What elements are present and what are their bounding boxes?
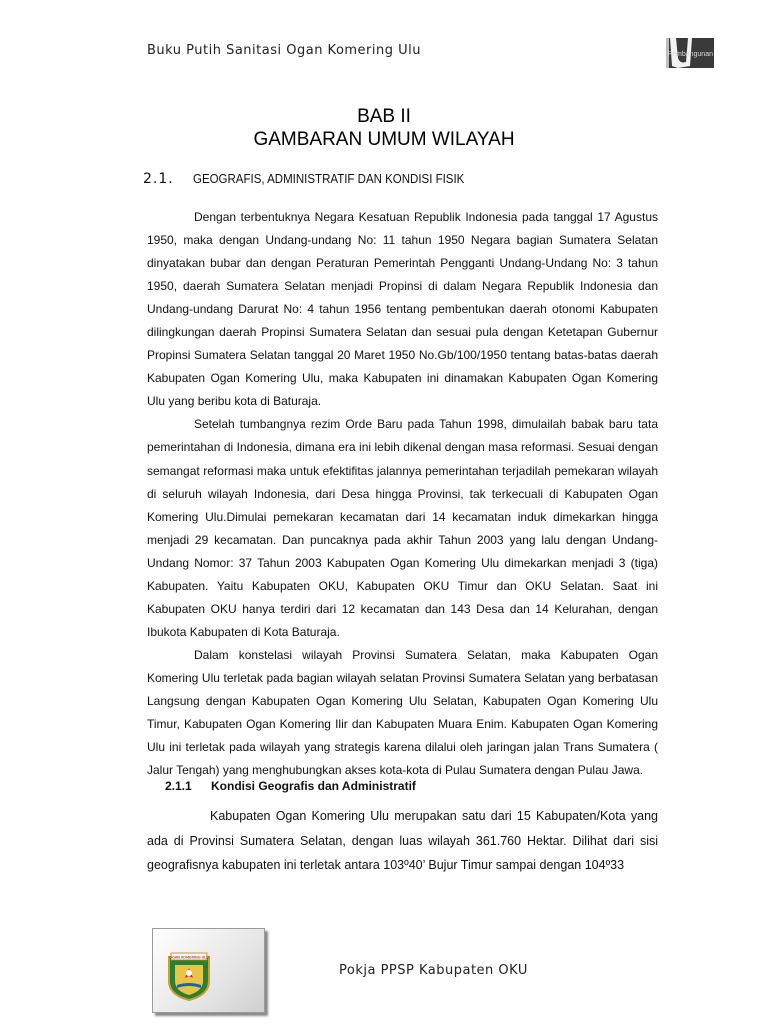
paragraph: Kabupaten Ogan Komering Ulu merupakan satu dari 15 Kabupaten/Kota yang ada di Provinsi Sumatera Selatan, dengan luas wilayah 361.760 Hektar. Dilihat dari sisi geografisnya kabupaten ini terletak antara 103º40’ Bujur Timur sampai dengan 104º33 — [147, 809, 658, 872]
chapter-label: BAB II — [357, 106, 411, 127]
section-title: GEOGRAFIS, ADMINISTRATIF DAN KONDISI FISIK — [193, 172, 465, 186]
subsection-title: Kondisi Geografis dan Administratif — [211, 779, 416, 793]
footer-emblem-box — [152, 928, 265, 1013]
header-logo — [666, 38, 714, 68]
section-body — [147, 206, 658, 782]
paragraph: Dengan terbentuknya Negara Kesatuan Republik Indonesia pada tanggal 17 Agustus 1950, maka dengan Undang-undang No: 11 tahun 1950 Negara bagian Sumatera Selatan dinyatakan bubar dan dengan Peraturan Pemerintah Pengganti Undang-Undang No: 3 tahun 1950, daerah Sumatera Selatan menjadi Propinsi di dalam Negara Republik Indonesia dan Undang-undang Darurat No: 4 tahun 1956 tentang pembentukan daerah otonomi Kabupaten dilingkungan daerah Propinsi Sumatera Selatan dan sesuai pula dengan Ketetapan Gubernur Propinsi Sumatera Selatan tanggal 20 Maret 1950 No.Gb/100/1950 tentang batas-batas daerah Kabupaten Ogan Komering Ulu, maka Kabupaten ini dinamakan Kabupaten Ogan Komering Ulu yang beribu kota di Baturaja. — [147, 210, 658, 409]
footer-text: Pokja PPSP Kabupaten OKU — [339, 963, 528, 978]
header-logo-text: Pembangunan — [667, 51, 713, 58]
regency-emblem-icon — [165, 951, 213, 1001]
header-title: Buku Putih Sanitasi Ogan Komering Ulu — [147, 43, 421, 58]
subsection-body — [147, 804, 658, 878]
section-number: 2.1. — [143, 171, 174, 187]
paragraph: Setelah tumbangnya rezim Orde Baru pada Tahun 1998, dimulailah babak baru tata pemerintahan di Indonesia, dimana era ini lebih dikenal dengan masa reformasi. Sesuai dengan semangat reformasi maka untuk efektifitas jalannya pemerintahan terjadilah pemekaran wilayah di seluruh wilayah Indonesia, dari Desa hingga Provinsi, tak terkecuali di Kabupaten Ogan Komering Ulu.Dimulai pemekaran kecamatan dari 14 kecamatan induk dimekarkan hingga menjadi 29 kecamatan. Dan puncaknya pada akhir Tahun 2003 yang lalu dengan Undang-Undang Nomor: 37 Tahun 2003 Kabupaten Ogan Komering Ulu dimekarkan menjadi 3 (tiga) Kabupaten. Yaitu Kabupaten OKU, Kabupaten OKU Timur dan OKU Selatan. Saat ini Kabupaten OKU hanya terdiri dari 12 kecamatan dan 143 Desa dan 14 Kelurahan, dengan Ibukota Kabupaten di Kota Baturaja. — [147, 417, 658, 639]
chapter-title: GAMBARAN UMUM WILAYAH — [253, 129, 515, 150]
subsection-number: 2.1.1 — [165, 779, 192, 793]
emblem-banner-text: OGAN KOMERING ULU — [169, 955, 209, 960]
paragraph: Dalam konstelasi wilayah Provinsi Sumatera Selatan, maka Kabupaten Ogan Komering Ulu terletak pada bagian wilayah selatan Provinsi Sumatera Selatan yang berbatasan Langsung dengan Kabupaten Ogan Komering Ulu Selatan, Kabupaten Ogan Komering Ulu Timur, Kabupaten Ogan Komering Ilir dan Kabupaten Muara Enim. Kabupaten Ogan Komering Ulu ini terletak pada wilayah yang strategis karena dilalui oleh jaringan jalan Trans Sumatera ( Jalur Tengah) yang menghubungkan akses kota-kota di Pulau Sumatera dengan Pulau Jawa. — [147, 647, 658, 778]
